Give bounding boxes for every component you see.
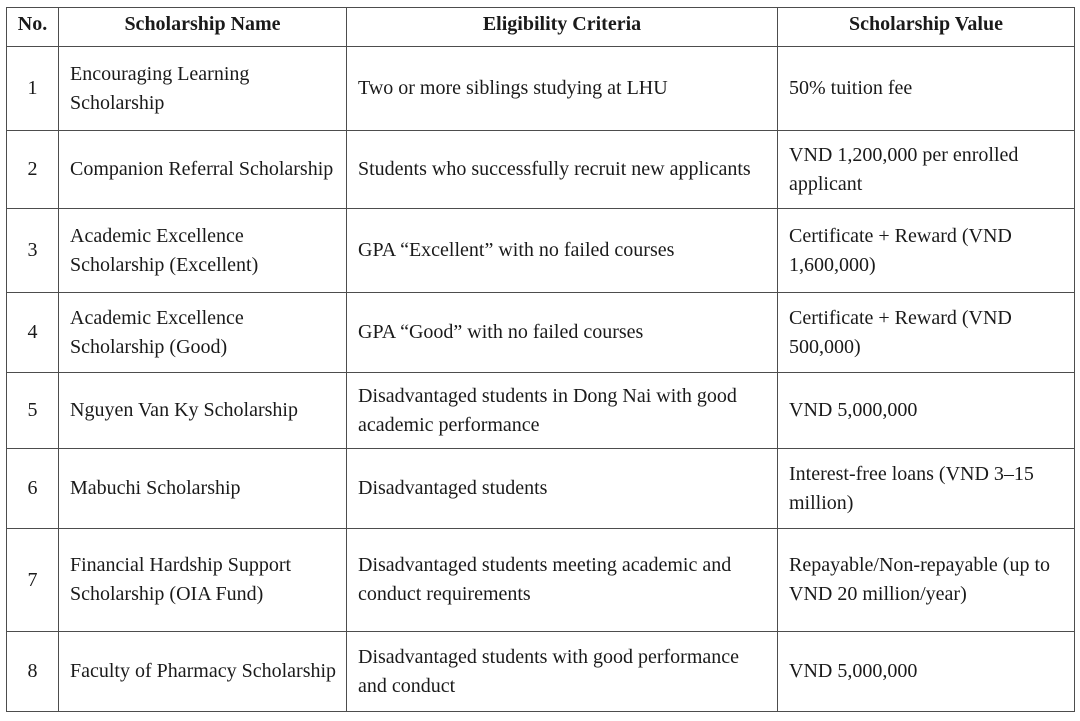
table-row xyxy=(7,47,1075,131)
scholarship-name-cell: Nguyen Van Ky Scholarship xyxy=(59,373,347,449)
eligibility-criteria-cell: GPA “Good” with no failed courses xyxy=(347,293,778,373)
header-row xyxy=(7,8,1075,47)
eligibility-criteria-cell: Disadvantaged students with good performance and conduct xyxy=(347,632,778,712)
scholarship-name-cell: Financial Hardship Support Scholarship (OIA Fund) xyxy=(59,529,347,632)
scholarship-name-cell: Mabuchi Scholarship xyxy=(59,449,347,529)
row-number-cell: 2 xyxy=(7,131,59,209)
scholarship-value-cell: Repayable/Non-repayable (up to VND 20 million/year) xyxy=(778,529,1075,632)
scholarship-value-cell: Certificate + Reward (VND 500,000) xyxy=(778,293,1075,373)
header-scholarship-name: Scholarship Name xyxy=(59,8,347,47)
scholarship-name-cell: Academic Excellence Scholarship (Good) xyxy=(59,293,347,373)
eligibility-criteria-cell: Disadvantaged students in Dong Nai with good academic performance xyxy=(347,373,778,449)
row-number-cell: 4 xyxy=(7,293,59,373)
scholarship-name-cell: Encouraging Learning Scholarship xyxy=(59,47,347,131)
table-row xyxy=(7,449,1075,529)
header-no: No. xyxy=(7,8,59,47)
row-number-cell: 8 xyxy=(7,632,59,712)
scholarship-value-cell: VND 1,200,000 per enrolled applicant xyxy=(778,131,1075,209)
scholarship-value-cell: Certificate + Reward (VND 1,600,000) xyxy=(778,209,1075,293)
eligibility-criteria-cell: Two or more siblings studying at LHU xyxy=(347,47,778,131)
table-row xyxy=(7,209,1075,293)
scholarship-name-cell: Academic Excellence Scholarship (Excellent) xyxy=(59,209,347,293)
eligibility-criteria-cell: Disadvantaged students meeting academic and conduct requirements xyxy=(347,529,778,632)
table-row xyxy=(7,373,1075,449)
scholarship-value-cell: VND 5,000,000 xyxy=(778,632,1075,712)
eligibility-criteria-cell: GPA “Excellent” with no failed courses xyxy=(347,209,778,293)
row-number-cell: 6 xyxy=(7,449,59,529)
scholarship-table xyxy=(6,7,1075,712)
scholarship-name-cell: Faculty of Pharmacy Scholarship xyxy=(59,632,347,712)
eligibility-criteria-cell: Students who successfully recruit new applicants xyxy=(347,131,778,209)
table-row xyxy=(7,131,1075,209)
header-scholarship-value: Scholarship Value xyxy=(778,8,1075,47)
table-row xyxy=(7,632,1075,712)
scholarship-name-cell: Companion Referral Scholarship xyxy=(59,131,347,209)
row-number-cell: 5 xyxy=(7,373,59,449)
scholarship-value-cell: 50% tuition fee xyxy=(778,47,1075,131)
table-row xyxy=(7,293,1075,373)
eligibility-criteria-cell: Disadvantaged students xyxy=(347,449,778,529)
row-number-cell: 3 xyxy=(7,209,59,293)
scholarship-value-cell: VND 5,000,000 xyxy=(778,373,1075,449)
row-number-cell: 1 xyxy=(7,47,59,131)
scholarship-value-cell: Interest-free loans (VND 3–15 million) xyxy=(778,449,1075,529)
row-number-cell: 7 xyxy=(7,529,59,632)
table-row xyxy=(7,529,1075,632)
header-eligibility-criteria: Eligibility Criteria xyxy=(347,8,778,47)
